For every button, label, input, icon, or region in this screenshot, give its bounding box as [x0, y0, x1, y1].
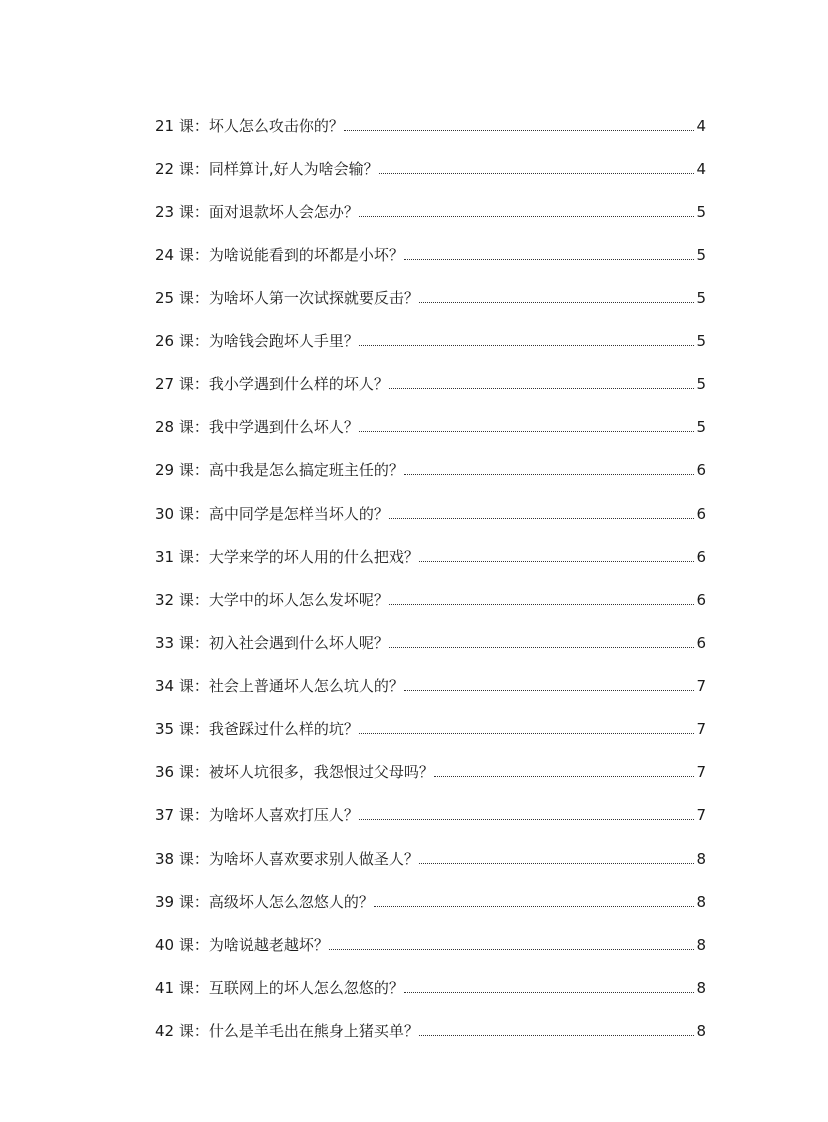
dot-leader [404, 473, 695, 475]
dot-leader [419, 301, 695, 303]
toc-entry-title: 27 课：我小学遇到什么样的坏人？ [155, 375, 389, 393]
toc-entry-page-number: 6 [696, 634, 706, 652]
toc-entry-title: 31 课：大学来学的坏人用的什么把戏？ [155, 548, 419, 566]
toc-entry-page-number: 6 [696, 591, 706, 609]
toc-entry-title: 38 课：为啥坏人喜欢要求别人做圣人？ [155, 850, 419, 868]
toc-entry-title: 21 课：坏人怎么攻击你的？ [155, 117, 344, 135]
toc-entry[interactable] [155, 1017, 706, 1041]
toc-entry[interactable] [155, 715, 706, 739]
toc-entry[interactable] [155, 112, 706, 136]
toc-entry[interactable] [155, 500, 706, 524]
dot-leader [379, 172, 695, 174]
toc-entry[interactable] [155, 284, 706, 308]
toc-entry-page-number: 5 [696, 375, 706, 393]
toc-entry[interactable] [155, 672, 706, 696]
toc-entry[interactable] [155, 974, 706, 998]
toc-entry-page-number: 4 [696, 117, 706, 135]
toc-entry-page-number: 4 [696, 160, 706, 178]
dot-leader [359, 344, 695, 346]
toc-entry-title: 33 课：初入社会遇到什么坏人呢？ [155, 634, 389, 652]
toc-entry-title: 39 课：高级坏人怎么忽悠人的？ [155, 893, 374, 911]
dot-leader [434, 775, 695, 777]
toc-entry[interactable] [155, 327, 706, 351]
toc-entry-title: 41 课：互联网上的坏人怎么忽悠的？ [155, 979, 404, 997]
toc-entry-page-number: 8 [696, 850, 706, 868]
toc-entry[interactable] [155, 198, 706, 222]
toc-entry[interactable] [155, 845, 706, 869]
dot-leader [359, 430, 695, 432]
toc-entry-page-number: 5 [696, 332, 706, 350]
toc-entry[interactable] [155, 241, 706, 265]
toc-entry-title: 40 课：为啥说越老越坏？ [155, 936, 329, 954]
toc-entry-page-number: 8 [696, 1022, 706, 1040]
toc-entry-page-number: 7 [696, 720, 706, 738]
toc-entry[interactable] [155, 801, 706, 825]
toc-entry[interactable] [155, 456, 706, 480]
toc-entry[interactable] [155, 155, 706, 179]
toc-entry[interactable] [155, 370, 706, 394]
dot-leader [389, 387, 695, 389]
toc-entry-page-number: 8 [696, 936, 706, 954]
dot-leader [329, 948, 695, 950]
toc-entry-page-number: 5 [696, 203, 706, 221]
toc-entry-title: 24 课：为啥说能看到的坏都是小坏？ [155, 246, 404, 264]
dot-leader [419, 1034, 695, 1036]
toc-entry[interactable] [155, 931, 706, 955]
dot-leader [404, 258, 695, 260]
toc-entry-page-number: 5 [696, 418, 706, 436]
dot-leader [404, 689, 695, 691]
dot-leader [389, 517, 695, 519]
toc-entry-title: 22 课：同样算计,好人为啥会输？ [155, 160, 379, 178]
toc-entry-title: 35 课：我爸踩过什么样的坑？ [155, 720, 359, 738]
toc-entry[interactable] [155, 888, 706, 912]
toc-entry-title: 25 课：为啥坏人第一次试探就要反击？ [155, 289, 419, 307]
toc-entry-title: 32 课：大学中的坏人怎么发坏呢？ [155, 591, 389, 609]
toc-entry-page-number: 7 [696, 677, 706, 695]
toc-entry-title: 36 课：被坏人坑很多，我怨恨过父母吗？ [155, 763, 434, 781]
toc-entry-page-number: 5 [696, 289, 706, 307]
toc-entry-title: 34 课：社会上普通坏人怎么坑人的？ [155, 677, 404, 695]
toc-entry-title: 26 课：为啥钱会跑坏人手里？ [155, 332, 359, 350]
toc-entry-title: 29 课：高中我是怎么搞定班主任的？ [155, 461, 404, 479]
dot-leader [419, 862, 695, 864]
dot-leader [359, 732, 695, 734]
dot-leader [404, 991, 695, 993]
dot-leader [359, 215, 695, 217]
toc-entry[interactable] [155, 629, 706, 653]
toc-entry-page-number: 8 [696, 979, 706, 997]
toc-entry-title: 37 课：为啥坏人喜欢打压人？ [155, 806, 359, 824]
dot-leader [344, 129, 695, 131]
dot-leader [359, 818, 695, 820]
dot-leader [374, 905, 695, 907]
dot-leader [419, 560, 695, 562]
toc-entry-page-number: 7 [696, 806, 706, 824]
toc-entry-page-number: 8 [696, 893, 706, 911]
toc-entry[interactable] [155, 586, 706, 610]
toc-entry[interactable] [155, 413, 706, 437]
toc-entry-page-number: 6 [696, 505, 706, 523]
dot-leader [389, 646, 695, 648]
toc-entry-title: 30 课：高中同学是怎样当坏人的？ [155, 505, 389, 523]
toc-entry-page-number: 5 [696, 246, 706, 264]
toc-entry[interactable] [155, 758, 706, 782]
toc-entry-title: 23 课：面对退款坏人会怎办？ [155, 203, 359, 221]
dot-leader [389, 603, 695, 605]
toc-entry-page-number: 6 [696, 461, 706, 479]
toc-entry-page-number: 6 [696, 548, 706, 566]
toc-entry-page-number: 7 [696, 763, 706, 781]
toc-entry[interactable] [155, 543, 706, 567]
toc-entry-title: 28 课：我中学遇到什么坏人？ [155, 418, 359, 436]
toc-entry-title: 42 课：什么是羊毛出在熊身上猪买单？ [155, 1022, 419, 1040]
